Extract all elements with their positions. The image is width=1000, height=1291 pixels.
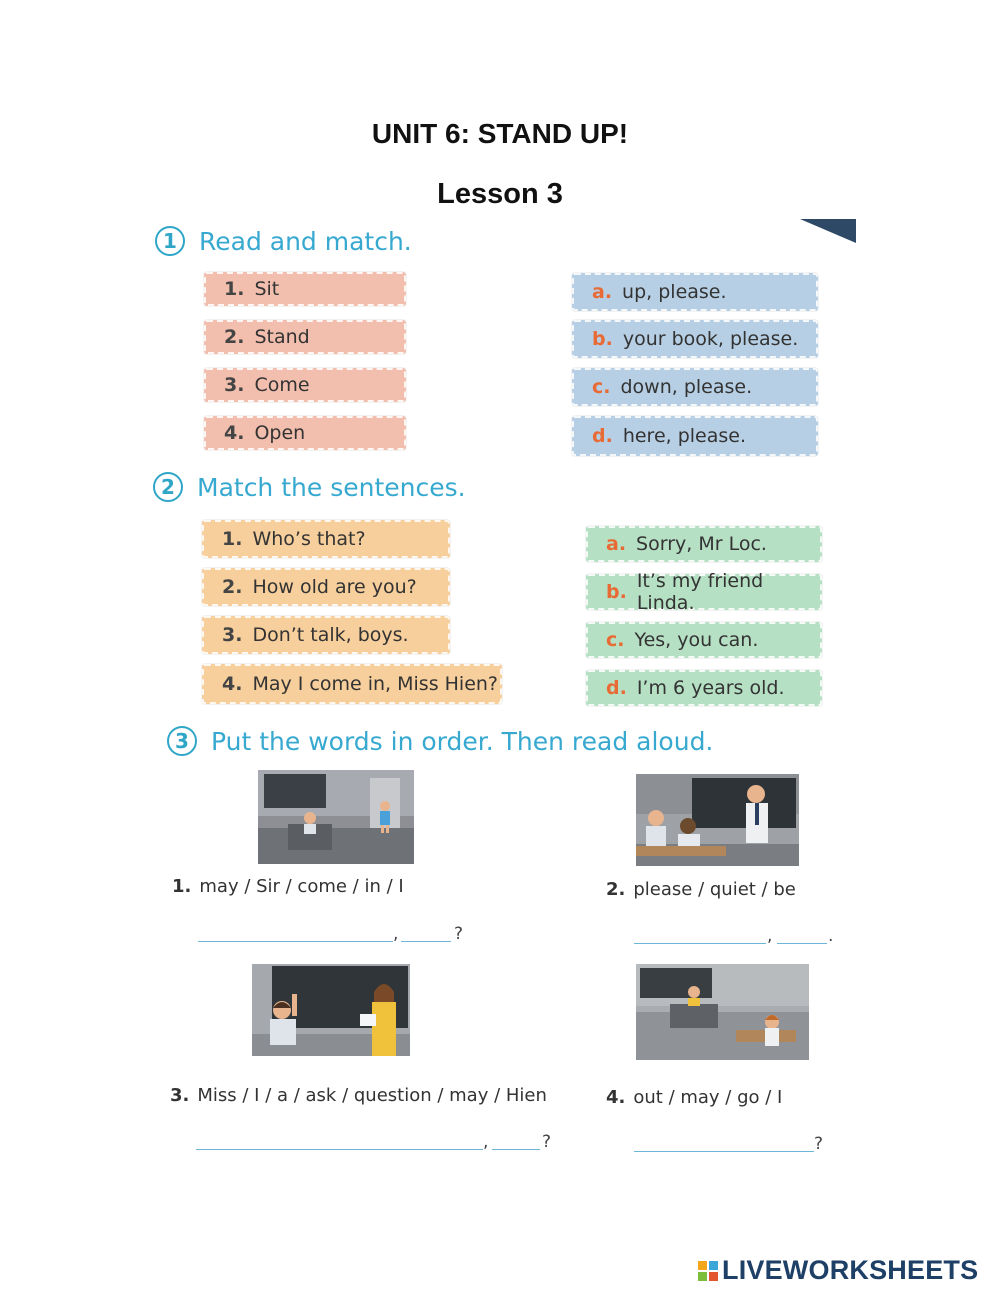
s2-left-text: Don’t talk, boys. [252,624,409,646]
answer-1[interactable] [198,920,468,942]
section2-number: 2 [153,472,183,502]
item-4-words [606,1087,782,1108]
item-1-number: 1. [172,876,192,897]
s2-left-num: 3. [222,624,243,646]
s2-right-text: Yes, you can. [634,629,759,651]
s2-right-letter: b. [606,581,627,603]
s2-left-item-1[interactable] [202,520,450,558]
s2-left-item-3[interactable] [202,616,450,654]
logo-grid-icon [698,1261,718,1281]
s1-right-text: up, please. [622,281,727,303]
section3-title: Put the words in order. Then read aloud. [211,726,714,756]
s2-left-num: 4. [222,673,243,695]
answer-2-line-a[interactable] [634,943,766,944]
section3-heading [167,726,713,756]
answer-3-comma: , [483,1132,489,1152]
unit-title: UNIT 6: STAND UP! [371,118,629,149]
s2-right-item-a[interactable] [586,526,822,562]
s2-right-text: Sorry, Mr Loc. [636,533,767,555]
s1-left-num: 2. [224,326,245,348]
section2-title: Match the sentences. [197,472,466,502]
answer-2-comma: , [767,926,773,946]
s1-right-letter: a. [592,281,613,303]
answer-1-line-a[interactable] [198,941,393,942]
picture-2-teacher-boys [636,774,799,866]
section1-title: Read and match. [199,226,412,256]
s2-left-text: May I come in, Miss Hien? [252,673,499,695]
picture-4-boy-leaving [636,964,809,1060]
answer-1-comma: , [393,924,399,944]
lesson-title: Lesson 3 [437,178,563,210]
picture-1-classroom-door [258,770,414,864]
answer-3[interactable] [196,1128,566,1150]
item-4-text: out / may / go / I [633,1087,783,1108]
item-1-words [172,876,404,897]
answer-2-end: . [828,926,834,946]
item-4-number: 4. [606,1087,626,1108]
s1-right-text: here, please. [622,425,747,447]
section1-heading [155,226,412,256]
s1-right-item-b[interactable] [572,320,818,358]
s2-right-letter: d. [606,677,627,699]
item-3-number: 3. [170,1085,190,1106]
liveworksheets-logo [698,1255,978,1286]
s1-right-item-d[interactable] [572,416,818,456]
item-3-words [170,1085,547,1106]
s2-left-num: 2. [222,576,243,598]
item-1-text: may / Sir / come / in / I [199,876,404,897]
s1-left-num: 3. [224,374,245,396]
picture-3-boy-teacher [252,964,410,1056]
section3-number: 3 [167,726,197,756]
s1-left-item-1[interactable] [204,272,406,306]
item-2-text: please / quiet / be [633,879,796,900]
s1-left-item-4[interactable] [204,416,406,450]
s1-right-letter: c. [592,376,611,398]
s2-left-num: 1. [222,528,243,550]
s2-left-item-2[interactable] [202,568,450,606]
s1-right-item-a[interactable] [572,273,818,311]
s2-right-item-c[interactable] [586,622,822,658]
s1-left-text: Stand [254,326,310,348]
s1-left-text: Open [254,422,306,444]
s2-right-item-b[interactable] [586,570,822,614]
answer-4-end: ? [814,1134,824,1154]
s2-right-text: I’m 6 years old. [636,677,785,699]
item-2-words [606,879,796,900]
section2-heading [153,472,466,502]
answer-1-end: ? [454,924,464,944]
answer-4[interactable] [634,1130,834,1152]
s1-right-letter: d. [592,425,613,447]
answer-3-line-b[interactable] [492,1149,540,1150]
s2-right-letter: a. [606,533,627,555]
item-2-number: 2. [606,879,626,900]
s2-right-letter: c. [606,629,625,651]
s1-left-text: Come [254,374,310,396]
item-3-text: Miss / I / a / ask / question / may / Hien [197,1085,547,1106]
s1-left-item-2[interactable] [204,320,406,354]
answer-3-line-a[interactable] [196,1149,483,1150]
section1-number: 1 [155,226,185,256]
s2-right-text: It’s my friend Linda. [636,570,764,614]
s2-left-text: Who’s that? [252,528,366,550]
s1-right-text: down, please. [620,376,753,398]
s1-right-item-c[interactable] [572,368,818,406]
logo-text: LIVEWORKSHEETS [722,1255,979,1285]
answer-3-end: ? [542,1132,552,1152]
s1-left-item-3[interactable] [204,368,406,402]
s1-right-text: your book, please. [622,328,799,350]
answer-4-line[interactable] [634,1151,814,1152]
s2-right-item-d[interactable] [586,670,822,706]
s2-left-item-4[interactable] [202,664,502,704]
answer-2[interactable] [634,922,834,944]
corner-decoration [800,219,856,243]
s1-left-num: 1. [224,278,245,300]
s1-left-text: Sit [254,278,280,300]
answer-2-line-b[interactable] [777,943,827,944]
s1-left-num: 4. [224,422,245,444]
s2-left-text: How old are you? [252,576,417,598]
answer-1-line-b[interactable] [401,941,451,942]
s1-right-letter: b. [592,328,613,350]
